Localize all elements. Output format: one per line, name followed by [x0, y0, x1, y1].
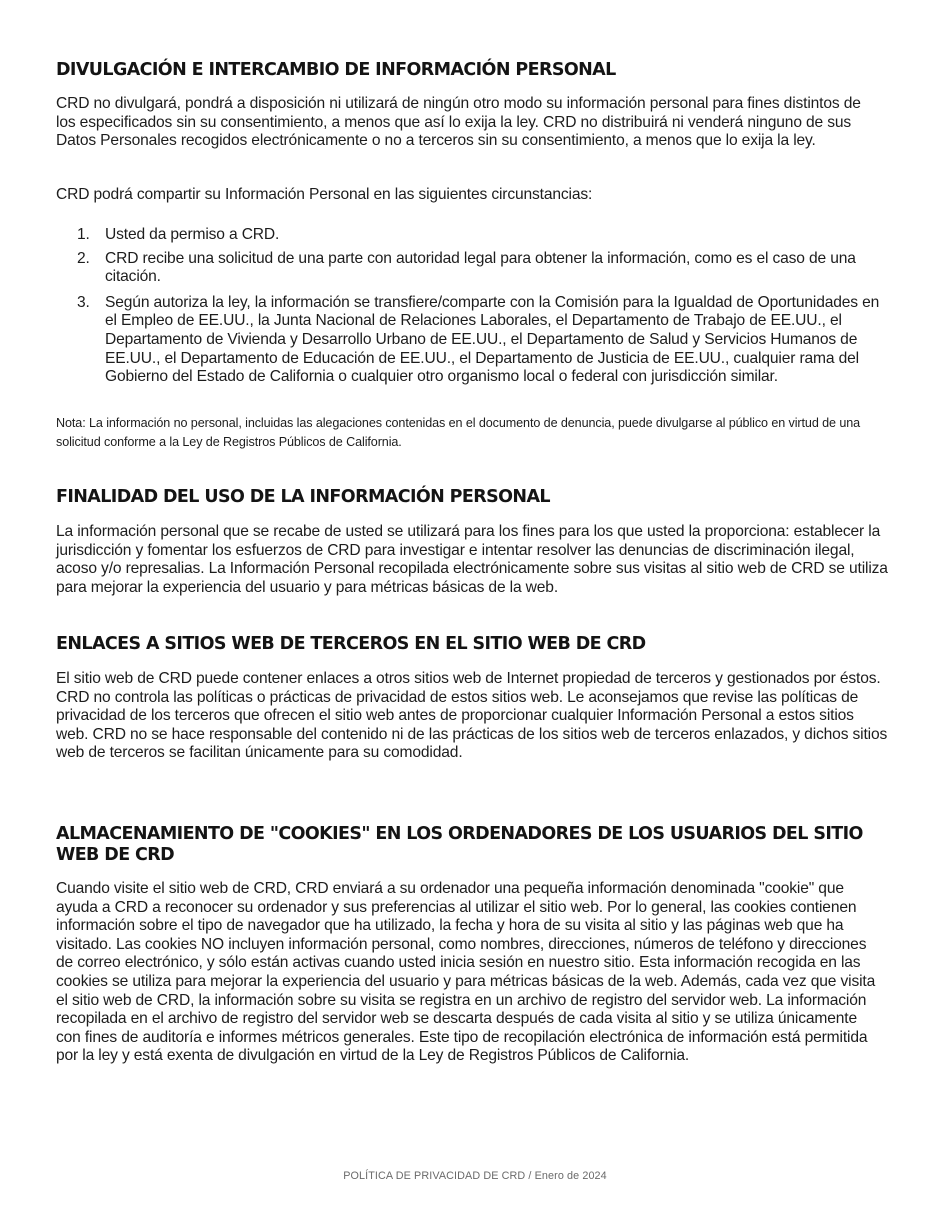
disclosure-paragraph-1: CRD no divulgará, pondrá a disposición ni utilizará de ningún otro modo su información personal para fines distintos de los especificados sin su consentimiento, a menos que así lo exija la ley. CRD no distribuirá ni venderá ninguno de sus Datos Personales recogidos electrónicamente o no a terceros sin su consentimiento, a menos que lo exija la ley. — [56, 95, 861, 150]
cookies-paragraph: Cuando visite el sitio web de CRD, CRD enviará a su ordenador una pequeña información denominada "cookie" que ayuda a CRD a reconocer su ordenador y sus preferencias al utilizar el sitio web. Por lo general, las cookies contienen información sobre el tipo de navegador que ha utilizado, la fecha y hora de su visita al sitio y las páginas web que ha visitado. Las cookies NO incluyen información personal, como nombres, direcciones, números de teléfono y direcciones de correo electrónico, y sólo están activas cuando usted inicia sesión en nuestro sitio. Esta información recogida en las cookies se utiliza para mejorar la experiencia del usuario y para métricas básicas de la web. Además, cada vez que visita el sitio web de CRD, la información sobre su visita se registra en un archivo de registro del servidor web. La información recopilada en el archivo de registro del servidor web se descarta después de cada visita al sitio y se utiliza únicamente con fines de auditoría e informes métricos generales. Este tipo de recopilación electrónica de información está permitida por la ley y está exenta de divulgación en virtud de la Ley de Registros Públicos de California. — [56, 880, 876, 1065]
disclosure-list — [56, 226, 890, 387]
section-heading-purpose: FINALIDAD DEL USO DE LA INFORMACIÓN PERSONAL — [56, 487, 550, 507]
list-item-number: 1. — [77, 226, 90, 243]
list-item-number: 3. — [77, 293, 90, 311]
list-item — [56, 226, 890, 245]
page-footer: POLÍTICA DE PRIVACIDAD DE CRD / Enero de 2024 — [343, 1170, 607, 1182]
section-heading-disclosure: DIVULGACIÓN E INTERCAMBIO DE INFORMACIÓN PERSONAL — [56, 60, 616, 80]
disclosure-paragraph-2: CRD podrá compartir su Información Personal en las siguientes circunstancias: — [56, 186, 593, 203]
section-heading-cookies: ALMACENAMIENTO DE "COOKIES" EN LOS ORDENADORES DE LOS USUARIOS DEL SITIO WEB DE CRD — [56, 824, 863, 865]
list-item-text: CRD recibe una solicitud de una parte con autoridad legal para obtener la información, como es el caso de una citación. — [105, 249, 856, 286]
links-paragraph: El sitio web de CRD puede contener enlaces a otros sitios web de Internet propiedad de terceros y gestionados por éstos. CRD no controla las políticas o prácticas de privacidad de estos sitios web. Le aconsejamos que revise las políticas de privacidad de los terceros que ofrecen el sitio web antes de proporcionar cualquier Información Personal a estos sitios web. CRD no se hace responsable del contenido ni de las prácticas de los sitios web de terceros enlazados, y dichos sitios web de terceros se facilitan únicamente para su comodidad. — [56, 670, 888, 762]
list-item — [56, 294, 890, 387]
purpose-paragraph: La información personal que se recabe de usted se utilizará para los fines para los que usted la proporciona: establecer la jurisdicción y fomentar los esfuerzos de CRD para investigar e intentar resolver las denuncias de discriminación ilegal, acoso y/o represalias. La Información Personal recopilada electrónicamente sobre sus visitas al sitio web de CRD se utiliza para mejorar la experiencia del usuario y para métricas básicas de la web. — [56, 523, 888, 596]
list-item-text: Usted da permiso a CRD. — [105, 226, 280, 243]
disclosure-note: Nota: La información no personal, incluidas las alegaciones contenidas en el documento de denuncia, puede divulgarse al público en virtud de una solicitud conforme a la Ley de Registros Públicos de California. — [56, 416, 861, 449]
list-item-text: Según autoriza la ley, la información se transfiere/comparte con la Comisión para la Igualdad de Oportunidades en el Empleo de EE.UU., la Junta Nacional de Relaciones Laborales, el Departamento de Trabajo de EE.UU., el Departamento de Vivienda y Desarrollo Urbano de EE.UU., el Departamento de Salud y Servicios Humanos de EE.UU., el Departamento de Educación de EE.UU., el Departamento de Justicia de EE.UU., cualquier rama del Gobierno del Estado de California o cualquier otro organismo local o federal con jurisdicción similar. — [105, 293, 880, 386]
list-item-number: 2. — [77, 249, 90, 267]
list-item — [56, 250, 890, 287]
section-heading-links: ENLACES A SITIOS WEB DE TERCEROS EN EL SITIO WEB DE CRD — [56, 634, 646, 654]
